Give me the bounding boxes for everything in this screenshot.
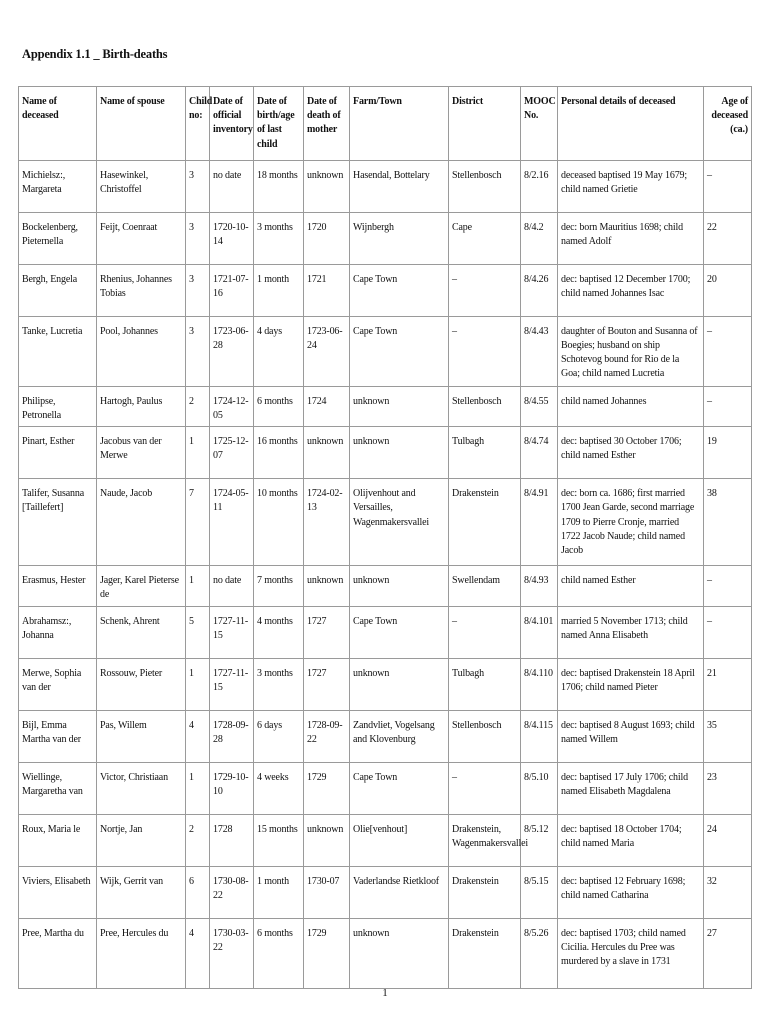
cell-death: 1720 bbox=[304, 212, 350, 264]
cell-age: 27 bbox=[704, 918, 752, 988]
cell-spouse: Hartogh, Paulus bbox=[97, 386, 186, 426]
table-row bbox=[19, 264, 752, 316]
table-row bbox=[19, 814, 752, 866]
cell-details: dec: baptised 18 October 1704; child named Maria bbox=[558, 814, 704, 866]
cell-spouse: Pool, Johannes bbox=[97, 316, 186, 386]
cell-details: dec: baptised 1703; child named Cicilia. Hercules du Pree was murdered by a slave in 1731 bbox=[558, 918, 704, 988]
cell-details: dec: baptised 30 October 1706; child named Esther bbox=[558, 427, 704, 479]
cell-mooc: 8/5.15 bbox=[521, 866, 558, 918]
header-farm: Farm/Town bbox=[350, 87, 449, 161]
cell-age: 23 bbox=[704, 762, 752, 814]
cell-district: Drakenstein bbox=[449, 479, 521, 566]
cell-farm: Hasendal, Bottelary bbox=[350, 160, 449, 212]
cell-age: 19 bbox=[704, 427, 752, 479]
table-row bbox=[19, 658, 752, 710]
cell-inventory: 1721-07-16 bbox=[210, 264, 254, 316]
cell-details: child named Esther bbox=[558, 566, 704, 606]
table-row bbox=[19, 160, 752, 212]
cell-inventory: 1724-12-05 bbox=[210, 386, 254, 426]
cell-death: 1729 bbox=[304, 762, 350, 814]
cell-spouse: Hasewinkel, Christoffel bbox=[97, 160, 186, 212]
cell-details: dec: baptised 12 December 1700; child named Johannes Isac bbox=[558, 264, 704, 316]
cell-farm: Cape Town bbox=[350, 606, 449, 658]
cell-child-no: 6 bbox=[186, 866, 210, 918]
cell-mooc: 8/4.93 bbox=[521, 566, 558, 606]
cell-mooc: 8/5.26 bbox=[521, 918, 558, 988]
cell-farm: Olijvenhout and Versailles, Wagenmakersvallei bbox=[350, 479, 449, 566]
cell-age: 22 bbox=[704, 212, 752, 264]
cell-birth-age: 15 months bbox=[254, 814, 304, 866]
cell-inventory: 1730-08-22 bbox=[210, 866, 254, 918]
cell-child-no: 3 bbox=[186, 316, 210, 386]
cell-farm: Cape Town bbox=[350, 762, 449, 814]
cell-age: 24 bbox=[704, 814, 752, 866]
cell-inventory: 1730-03-22 bbox=[210, 918, 254, 988]
cell-mooc: 8/5.12 bbox=[521, 814, 558, 866]
cell-details: dec: baptised Drakenstein 18 April 1706; child named Pieter bbox=[558, 658, 704, 710]
cell-spouse: Wijk, Gerrit van bbox=[97, 866, 186, 918]
cell-farm: unknown bbox=[350, 566, 449, 606]
table-row bbox=[19, 566, 752, 606]
cell-details: dec: born ca. 1686; first married 1700 Jean Garde, second marriage 1709 to Pierre Cronje, married 1722 Jacob Naude; child named Jacob bbox=[558, 479, 704, 566]
cell-details: daughter of Bouton and Susanna of Boegies; husband on ship Schotevog bound for Rio de la Goa; child named Lucretia bbox=[558, 316, 704, 386]
cell-inventory: 1728 bbox=[210, 814, 254, 866]
cell-age: – bbox=[704, 606, 752, 658]
page-number: 1 bbox=[382, 987, 388, 999]
birth-deaths-table bbox=[18, 86, 752, 989]
cell-child-no: 4 bbox=[186, 710, 210, 762]
cell-details: dec: baptised 12 February 1698; child named Catharina bbox=[558, 866, 704, 918]
cell-mooc: 8/4.110 bbox=[521, 658, 558, 710]
cell-farm: unknown bbox=[350, 427, 449, 479]
cell-name: Erasmus, Hester bbox=[19, 566, 97, 606]
cell-name: Abrahamsz:, Johanna bbox=[19, 606, 97, 658]
cell-district: – bbox=[449, 264, 521, 316]
cell-district: – bbox=[449, 762, 521, 814]
cell-death: 1723-06-24 bbox=[304, 316, 350, 386]
cell-name: Pinart, Esther bbox=[19, 427, 97, 479]
header-spouse: Name of spouse bbox=[97, 87, 186, 161]
cell-death: unknown bbox=[304, 814, 350, 866]
cell-child-no: 5 bbox=[186, 606, 210, 658]
cell-name: Bergh, Engela bbox=[19, 264, 97, 316]
cell-name: Bockelenberg, Pieternella bbox=[19, 212, 97, 264]
cell-inventory: no date bbox=[210, 160, 254, 212]
cell-district: Tulbagh bbox=[449, 658, 521, 710]
cell-death: 1724-02-13 bbox=[304, 479, 350, 566]
cell-birth-age: 18 months bbox=[254, 160, 304, 212]
cell-mooc: 8/4.43 bbox=[521, 316, 558, 386]
cell-birth-age: 4 days bbox=[254, 316, 304, 386]
cell-age: 35 bbox=[704, 710, 752, 762]
cell-death: 1721 bbox=[304, 264, 350, 316]
cell-birth-age: 7 months bbox=[254, 566, 304, 606]
table-row bbox=[19, 212, 752, 264]
cell-details: dec: born Mauritius 1698; child named Adolf bbox=[558, 212, 704, 264]
table-row bbox=[19, 386, 752, 426]
cell-farm: unknown bbox=[350, 918, 449, 988]
cell-name: Michielsz:, Margareta bbox=[19, 160, 97, 212]
cell-spouse: Feijt, Coenraat bbox=[97, 212, 186, 264]
header-age: Age of deceased (ca.) bbox=[704, 87, 752, 161]
cell-inventory: 1727-11-15 bbox=[210, 606, 254, 658]
cell-name: Pree, Martha du bbox=[19, 918, 97, 988]
cell-name: Bijl, Emma Martha van der bbox=[19, 710, 97, 762]
cell-birth-age: 10 months bbox=[254, 479, 304, 566]
cell-spouse: Rossouw, Pieter bbox=[97, 658, 186, 710]
header-name: Name of deceased bbox=[19, 87, 97, 161]
cell-birth-age: 1 month bbox=[254, 866, 304, 918]
table-row bbox=[19, 762, 752, 814]
cell-death: unknown bbox=[304, 160, 350, 212]
cell-mooc: 8/4.101 bbox=[521, 606, 558, 658]
cell-child-no: 2 bbox=[186, 814, 210, 866]
table-row bbox=[19, 479, 752, 566]
header-inventory: Date of official inventory bbox=[210, 87, 254, 161]
cell-name: Viviers, Elisabeth bbox=[19, 866, 97, 918]
cell-district: – bbox=[449, 316, 521, 386]
cell-death: 1727 bbox=[304, 658, 350, 710]
cell-name: Merwe, Sophia van der bbox=[19, 658, 97, 710]
cell-mooc: 8/5.10 bbox=[521, 762, 558, 814]
cell-mooc: 8/4.55 bbox=[521, 386, 558, 426]
cell-age: – bbox=[704, 566, 752, 606]
cell-mooc: 8/4.26 bbox=[521, 264, 558, 316]
cell-spouse: Victor, Christiaan bbox=[97, 762, 186, 814]
cell-death: 1730-07 bbox=[304, 866, 350, 918]
cell-spouse: Nortje, Jan bbox=[97, 814, 186, 866]
table-body bbox=[19, 160, 752, 988]
cell-details: dec: baptised 8 August 1693; child named Willem bbox=[558, 710, 704, 762]
cell-child-no: 7 bbox=[186, 479, 210, 566]
cell-death: unknown bbox=[304, 427, 350, 479]
table-row bbox=[19, 918, 752, 988]
cell-district: Stellenbosch bbox=[449, 160, 521, 212]
cell-details: child named Johannes bbox=[558, 386, 704, 426]
cell-farm: Zandvliet, Vogelsang and Klovenburg bbox=[350, 710, 449, 762]
cell-district: Tulbagh bbox=[449, 427, 521, 479]
cell-child-no: 1 bbox=[186, 762, 210, 814]
cell-age: – bbox=[704, 386, 752, 426]
cell-name: Tanke, Lucretia bbox=[19, 316, 97, 386]
cell-child-no: 1 bbox=[186, 658, 210, 710]
cell-age: 32 bbox=[704, 866, 752, 918]
header-details: Personal details of deceased bbox=[558, 87, 704, 161]
cell-birth-age: 3 months bbox=[254, 212, 304, 264]
header-child-no: Child no: bbox=[186, 87, 210, 161]
cell-mooc: 8/4.91 bbox=[521, 479, 558, 566]
cell-district: Drakenstein bbox=[449, 866, 521, 918]
header-row bbox=[19, 87, 752, 161]
cell-birth-age: 16 months bbox=[254, 427, 304, 479]
cell-inventory: 1724-05-11 bbox=[210, 479, 254, 566]
cell-spouse: Schenk, Ahrent bbox=[97, 606, 186, 658]
cell-birth-age: 6 months bbox=[254, 918, 304, 988]
cell-mooc: 8/4.2 bbox=[521, 212, 558, 264]
page-title: Appendix 1.1 _ Birth-deaths bbox=[22, 47, 168, 61]
cell-inventory: 1723-06-28 bbox=[210, 316, 254, 386]
cell-spouse: Jacobus van der Merwe bbox=[97, 427, 186, 479]
cell-age: – bbox=[704, 160, 752, 212]
cell-child-no: 3 bbox=[186, 160, 210, 212]
cell-spouse: Jager, Karel Pieterse de bbox=[97, 566, 186, 606]
table-row bbox=[19, 427, 752, 479]
cell-death: 1729 bbox=[304, 918, 350, 988]
cell-district: Stellenbosch bbox=[449, 386, 521, 426]
cell-mooc: 8/2.16 bbox=[521, 160, 558, 212]
cell-child-no: 3 bbox=[186, 264, 210, 316]
cell-age: 20 bbox=[704, 264, 752, 316]
cell-farm: unknown bbox=[350, 658, 449, 710]
cell-child-no: 2 bbox=[186, 386, 210, 426]
cell-inventory: 1728-09-28 bbox=[210, 710, 254, 762]
cell-district: Cape bbox=[449, 212, 521, 264]
cell-spouse: Pree, Hercules du bbox=[97, 918, 186, 988]
cell-age: 38 bbox=[704, 479, 752, 566]
cell-birth-age: 4 months bbox=[254, 606, 304, 658]
cell-farm: Vaderlandse Rietkloof bbox=[350, 866, 449, 918]
cell-death: unknown bbox=[304, 566, 350, 606]
cell-child-no: 4 bbox=[186, 918, 210, 988]
cell-name: Philipse, Petronella bbox=[19, 386, 97, 426]
cell-details: dec: baptised 17 July 1706; child named Elisabeth Magdalena bbox=[558, 762, 704, 814]
header-district: District bbox=[449, 87, 521, 161]
header-birth-age: Date of birth/age of last child bbox=[254, 87, 304, 161]
cell-district: Drakenstein bbox=[449, 918, 521, 988]
cell-mooc: 8/4.74 bbox=[521, 427, 558, 479]
cell-spouse: Pas, Willem bbox=[97, 710, 186, 762]
cell-farm: unknown bbox=[350, 386, 449, 426]
cell-birth-age: 6 days bbox=[254, 710, 304, 762]
cell-mooc: 8/4.115 bbox=[521, 710, 558, 762]
cell-child-no: 3 bbox=[186, 212, 210, 264]
cell-name: Wiellinge, Margaretha van bbox=[19, 762, 97, 814]
cell-inventory: no date bbox=[210, 566, 254, 606]
cell-birth-age: 6 months bbox=[254, 386, 304, 426]
table-row bbox=[19, 606, 752, 658]
cell-district: Drakenstein, Wagenmakersvallei bbox=[449, 814, 521, 866]
cell-farm: Wijnbergh bbox=[350, 212, 449, 264]
cell-farm: Cape Town bbox=[350, 264, 449, 316]
cell-age: – bbox=[704, 316, 752, 386]
table-row bbox=[19, 316, 752, 386]
header-mooc: MOOC No. bbox=[521, 87, 558, 161]
cell-details: married 5 November 1713; child named Anna Elisabeth bbox=[558, 606, 704, 658]
cell-birth-age: 4 weeks bbox=[254, 762, 304, 814]
cell-death: 1727 bbox=[304, 606, 350, 658]
cell-inventory: 1725-12-07 bbox=[210, 427, 254, 479]
cell-farm: Cape Town bbox=[350, 316, 449, 386]
table-row bbox=[19, 710, 752, 762]
cell-district: – bbox=[449, 606, 521, 658]
cell-details: deceased baptised 19 May 1679; child named Grietie bbox=[558, 160, 704, 212]
cell-farm: Olie[venhout] bbox=[350, 814, 449, 866]
cell-birth-age: 3 months bbox=[254, 658, 304, 710]
header-death-mother: Date of death of mother bbox=[304, 87, 350, 161]
cell-age: 21 bbox=[704, 658, 752, 710]
cell-birth-age: 1 month bbox=[254, 264, 304, 316]
cell-death: 1728-09-22 bbox=[304, 710, 350, 762]
cell-district: Stellenbosch bbox=[449, 710, 521, 762]
cell-death: 1724 bbox=[304, 386, 350, 426]
cell-spouse: Rhenius, Johannes Tobias bbox=[97, 264, 186, 316]
cell-name: Talifer, Susanna [Taillefert] bbox=[19, 479, 97, 566]
cell-child-no: 1 bbox=[186, 566, 210, 606]
cell-inventory: 1727-11-15 bbox=[210, 658, 254, 710]
cell-inventory: 1729-10-10 bbox=[210, 762, 254, 814]
cell-name: Roux, Maria le bbox=[19, 814, 97, 866]
table-row bbox=[19, 866, 752, 918]
cell-spouse: Naude, Jacob bbox=[97, 479, 186, 566]
cell-inventory: 1720-10-14 bbox=[210, 212, 254, 264]
cell-child-no: 1 bbox=[186, 427, 210, 479]
cell-district: Swellendam bbox=[449, 566, 521, 606]
